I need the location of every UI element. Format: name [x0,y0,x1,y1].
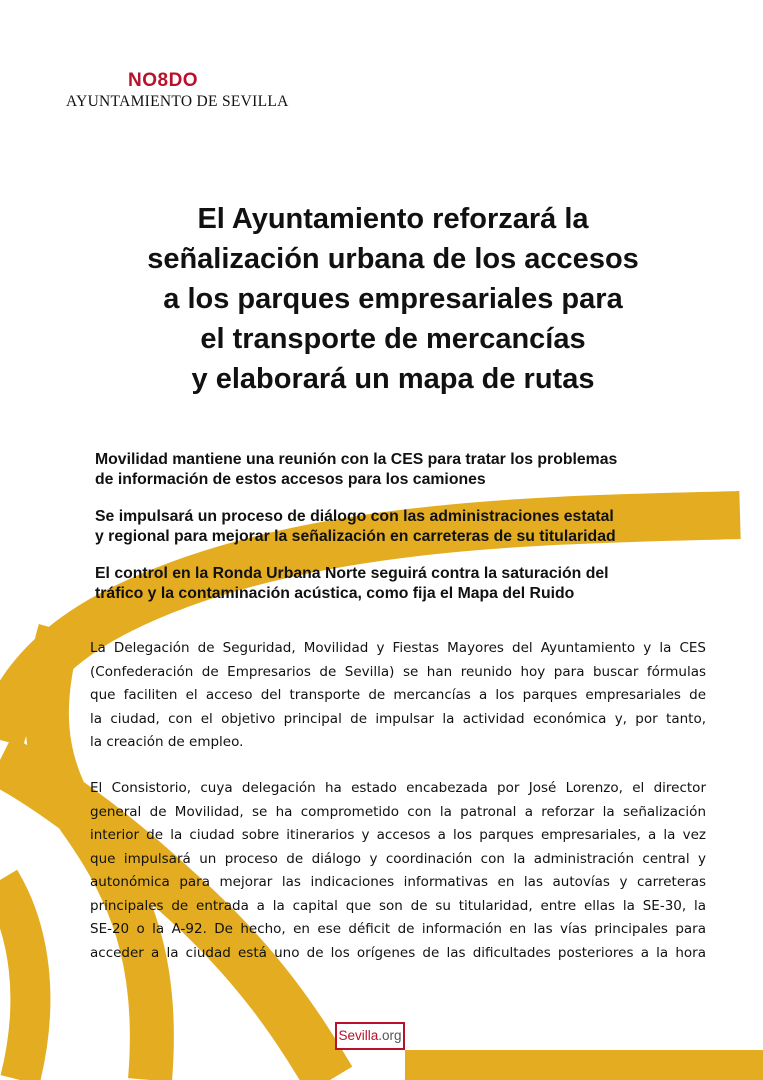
sevilla-org-logo[interactable] [335,1022,405,1050]
paragraph-line: que impulsará un proceso de diálogo y coordinación con la administración central y [90,850,706,867]
body-paragraph-2 [90,777,706,965]
paragraph-line: la creación de empleo. [90,734,244,750]
paragraph-line: la ciudad, con el objetivo principal de impulsar la actividad económica y, por tanto, [90,710,706,727]
logo-ext-text: .org [378,1028,402,1043]
subhead-line: Se impulsará un proceso de diálogo con las administraciones estatal [95,508,614,525]
subhead-line: tráfico y la contaminación acústica, como fija el Mapa del Ruido [95,585,575,602]
subhead-line: Movilidad mantiene una reunión con la CES para tratar los problemas [95,451,618,468]
subhead-1 [95,450,715,490]
paragraph-line: interior de la ciudad sobre itinerarios y accesos a los parques empresariales, a la vez [90,827,706,843]
subhead-line: y regional para mejorar la señalización en carreteras de su titularidad [95,528,616,545]
headline [60,199,726,399]
paragraph-line: La Delegación de Seguridad, Movilidad y Fiestas Mayores del Ayuntamiento y la CES [90,640,706,656]
paragraph-line: El Consistorio, cuya delegación ha estado encabezada por José Lorenzo, el director [90,780,706,796]
subhead-line: de información de estos accesos para los camiones [95,471,486,488]
subhead-3 [95,564,715,604]
headline-line: El Ayuntamiento reforzará la [197,203,589,235]
no8do-mark: NO8DO [128,70,199,91]
ayuntamiento-logo [66,70,289,111]
footer-accent-bar [405,1050,763,1080]
headline-line: el transporte de mercancías [200,323,586,355]
headline-line: señalización urbana de los accesos [147,243,639,275]
paragraph-line: principales de entrada a la capital que son de su titularidad, entre ellas la SE-30, la [90,897,706,914]
headline-line: a los parques empresariales para [163,283,623,315]
logo-main-text: Sevilla [338,1028,379,1043]
paragraph-line: autonómica para mejorar las indicaciones informativas en las autovías y carreteras [90,874,706,890]
body-paragraph-1 [90,637,706,755]
ayuntamiento-name: AYUNTAMIENTO DE SEVILLA [66,93,289,110]
subhead-line: El control en la Ronda Urbana Norte seguirá contra la saturación del [95,565,609,582]
paragraph-line: SE-20 o la A-92. De hecho, en ese déficit de información en las vías principales para [90,921,706,937]
paragraph-line: que faciliten el acceso del transporte de mercancías a los parques empresariales de [90,687,706,703]
paragraph-line: acceder a la ciudad está uno de los orígenes de las dificultades posteriores a la hora [90,944,706,961]
headline-line: y elaborará un mapa de rutas [191,363,595,395]
paragraph-line: (Confederación de Empresarios de Sevilla) se han reunido hoy para buscar fórmulas [90,663,706,680]
subhead-2 [95,507,715,547]
paragraph-line: general de Movilidad, se ha comprometido con la patronal a reforzar la señalización [90,803,706,820]
